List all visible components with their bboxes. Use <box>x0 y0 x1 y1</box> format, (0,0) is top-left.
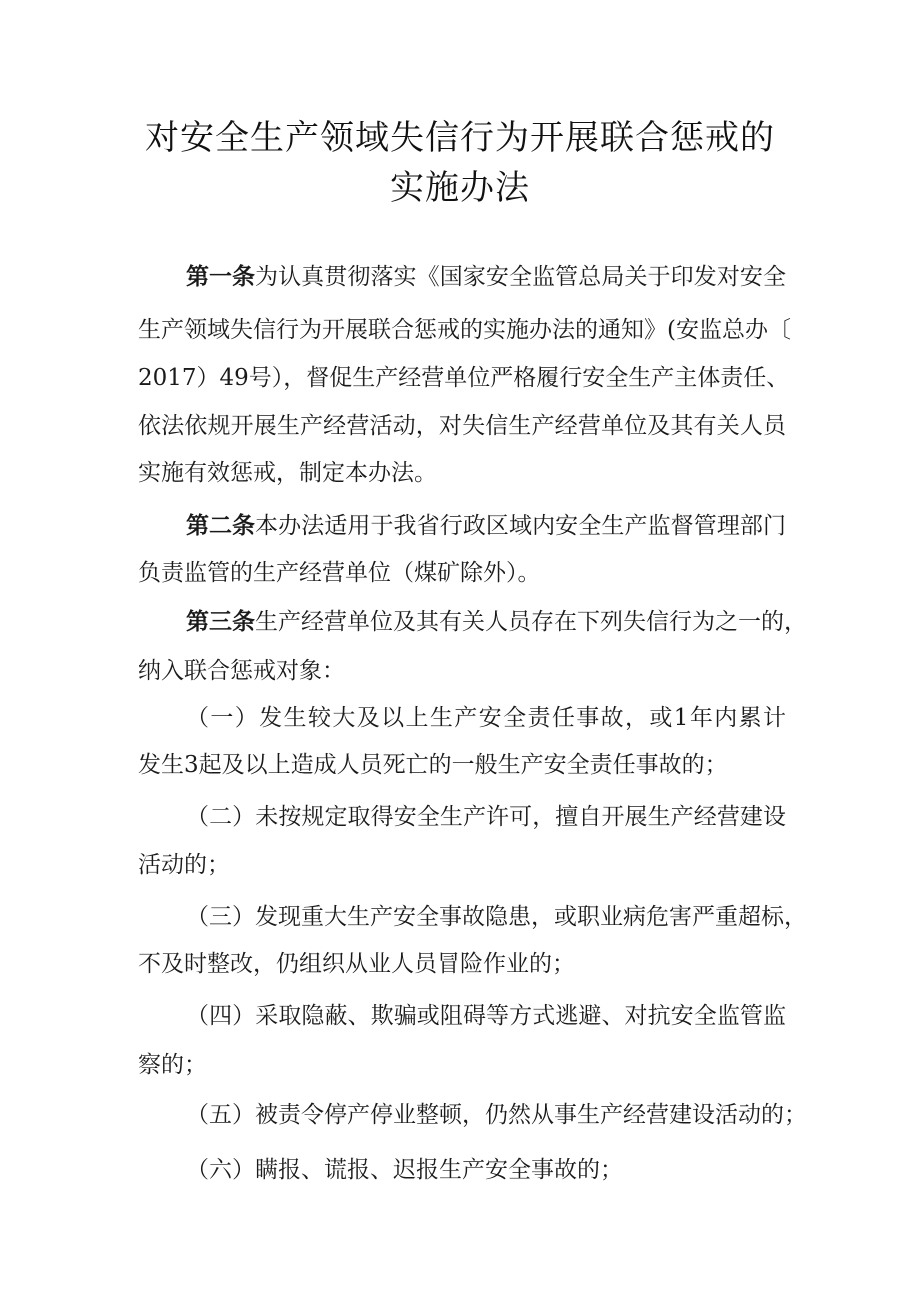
item-2-line-2: 活动的； <box>138 852 230 878</box>
article-1-text-line-2: 生产领域失信行为开展联合惩戒的实施办法的通知》(安监总办〔 <box>138 317 791 343</box>
item-6-line-1: （六）瞒报、谎报、迟报生产安全事故的； <box>186 1157 623 1183</box>
article-3-label: 第三条 <box>186 608 255 635</box>
article-2-text-line-1: 本办法适用于我省行政区域内安全生产监督管理部门 <box>255 513 786 539</box>
article-1-text-line-4: 依法依规开展生产经营活动，对失信生产经营单位及其有关人员 <box>138 413 786 439</box>
document-title-line-1: 对安全生产领域失信行为开展联合惩戒的 <box>145 118 775 158</box>
article-1-text-line-3: 2017）49号），督促生产经营单位严格履行安全生产主体责任、 <box>138 365 790 391</box>
article-3-text-line-1: 生产经营单位及其有关人员存在下列失信行为之一的， <box>255 609 807 635</box>
article-2-first-line <box>186 507 786 540</box>
item-1-line-2: 发生3起及以上造成人员死亡的一般生产安全责任事故的； <box>138 752 728 778</box>
item-4-line-1: （四）采取隐蔽、欺骗或阻碍等方式逃避、对抗安全监管监 <box>186 1003 786 1029</box>
article-3-text-line-2: 纳入联合惩戒对象： <box>138 658 345 684</box>
article-1-text-line-5: 实施有效惩戒，制定本办法。 <box>138 460 437 486</box>
item-4-line-2: 察的； <box>138 1052 207 1078</box>
article-2-text-line-2: 负责监管的生产经营单位（煤矿除外）。 <box>138 560 541 586</box>
article-1-label: 第一条 <box>186 263 255 290</box>
document-title-line-2: 实施办法 <box>390 168 530 208</box>
article-2-label: 第二条 <box>186 512 255 539</box>
item-5-line-1: （五）被责令停产停业整顿，仍然从事生产经营建设活动的； <box>186 1102 807 1128</box>
item-2-line-1: （二）未按规定取得安全生产许可，擅自开展生产经营建设 <box>186 804 786 830</box>
item-1-line-1: （一）发生较大及以上生产安全责任事故，或1年内累计 <box>186 705 786 731</box>
article-1-text-line-1: 为认真贯彻落实《国家安全监管总局关于印发对安全 <box>255 264 786 290</box>
item-3-line-1: （三）发现重大生产安全事故隐患，或职业病危害严重超标， <box>186 904 807 930</box>
article-1-first-line <box>186 258 786 291</box>
item-3-line-2: 不及时整改，仍组织从业人员冒险作业的； <box>138 951 575 977</box>
article-3-first-line <box>186 603 807 636</box>
